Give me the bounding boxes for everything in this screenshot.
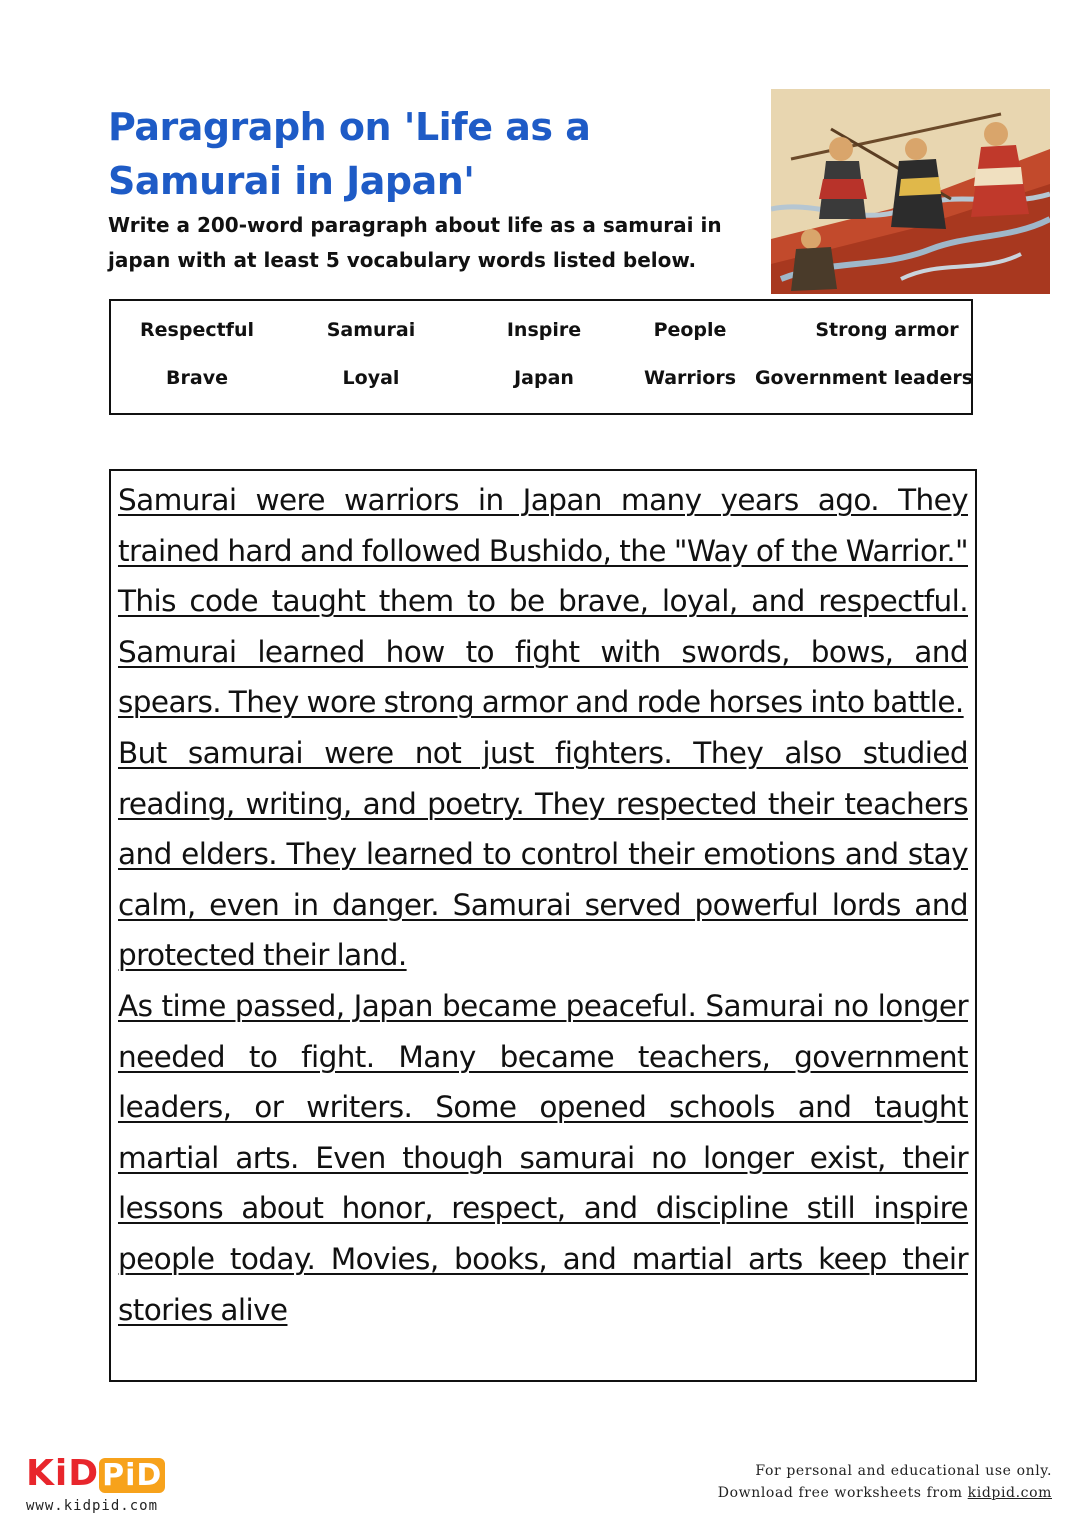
passage-paragraph: But samurai were not just fighters. They also studied reading, writing, and poetry. They respected their teachers and elders. They learned to control their emotions and stay calm, even in danger. Samurai served powerful lords and protected their land.	[118, 735, 968, 973]
samurai-battle-illustration	[771, 89, 1050, 294]
passage-paragraph: Samurai were warriors in Japan many years ago. They trained hard and followed Bushido, the "Way of the Warrior." This code taught them to be brave, loyal, and respectful. Samurai learned how to fight with swords, bows, and spears. They wore strong armor and rode horses into battle.	[118, 483, 968, 720]
vocab-word: Japan	[514, 367, 574, 389]
vocab-word: Warriors	[643, 367, 737, 389]
footer-notice	[718, 1460, 1052, 1504]
logo-kid-text: KiD	[26, 1453, 100, 1494]
paragraph-writing-box	[109, 469, 977, 1382]
footer-download-text: Download free worksheets from	[717, 1485, 968, 1501]
logo-pid-text: PiD	[99, 1458, 165, 1493]
worksheet-instructions: Write a 200-word paragraph about life as a samurai in japan with at least 5 vocabulary words listed below.	[108, 213, 722, 272]
footer-usage-note: For personal and educational use only.	[755, 1463, 1052, 1479]
vocab-word: Government leaders	[754, 367, 974, 389]
worksheet-title: Paragraph on 'Life as a Samurai in Japan'	[108, 105, 591, 203]
footer-kidpid-link[interactable]: kidpid.com	[967, 1485, 1052, 1501]
logo-website: www.kidpid.com	[26, 1498, 159, 1514]
vocab-word: Brave	[166, 367, 228, 389]
kidpid-logo	[26, 1452, 165, 1496]
vocab-word: Loyal	[342, 367, 400, 389]
vocabulary-row	[111, 367, 974, 397]
vocab-word: Inspire	[506, 319, 582, 341]
vocab-word: Respectful	[140, 319, 254, 341]
passage-paragraph: As time passed, Japan became peaceful. Samurai no longer needed to fight. Many became teachers, government leaders, or writers. Some opened schools and taught martial arts. Even though samurai no longer exist, their lessons about honor, respect, and discipline still inspire people today. Movies, books, and martial arts keep their stories alive	[118, 988, 968, 1327]
vocab-word: Strong armor	[815, 319, 959, 341]
vocab-word: People	[653, 319, 727, 341]
footer-download-line	[718, 1482, 1052, 1504]
vocabulary-word-bank	[109, 299, 973, 415]
vocab-word: Samurai	[326, 319, 416, 341]
vocabulary-row	[111, 319, 971, 349]
